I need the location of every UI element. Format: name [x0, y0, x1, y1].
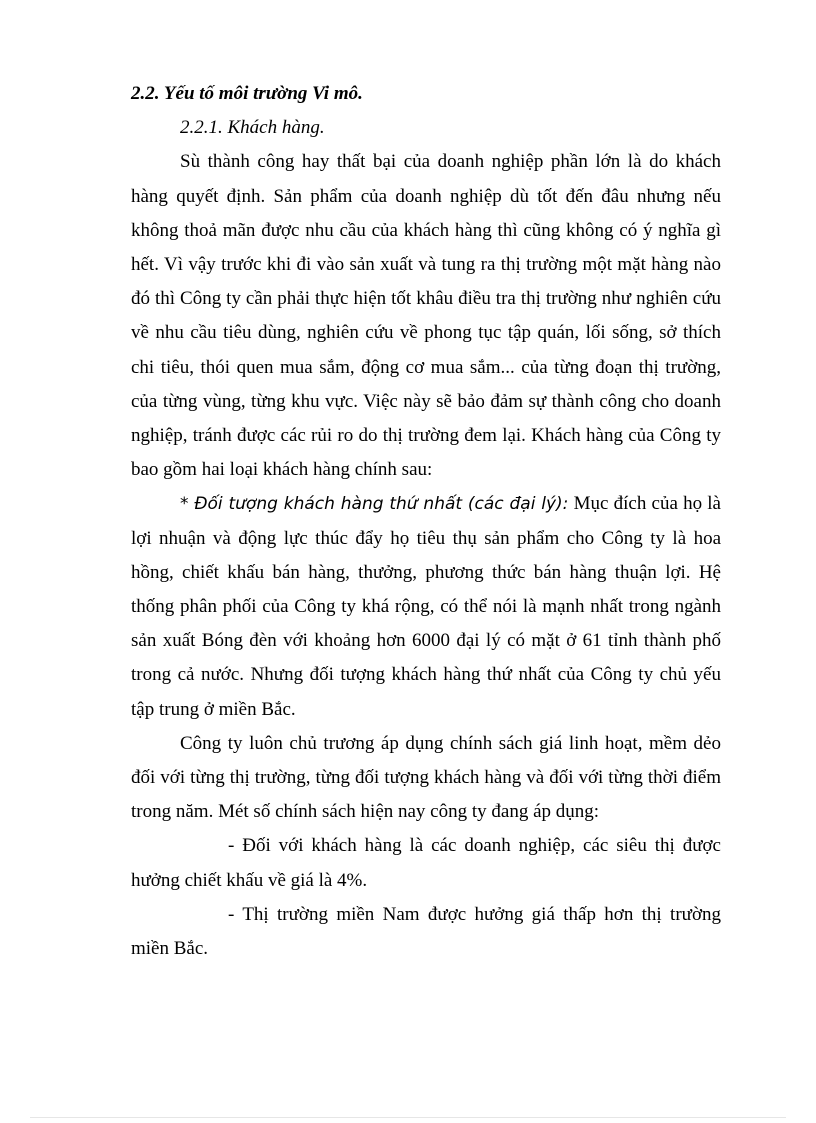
section-heading: 2.2. Yếu tố môi trường Vi mô.: [131, 83, 363, 104]
policy-item-southern-market: - Thị trường miền Nam được hưởng giá thấp hơn thị trường miền Bắc.: [131, 903, 721, 960]
paragraph-pricing-policy: Công ty luôn chủ trương áp dụng chính sách giá linh hoạt, mềm dẻo đối với từng thị trường, từng đối tượng khách hàng và đối với từng thời điểm trong năm. Mét số chính sách hiện nay công ty đang áp dụng:: [131, 732, 721, 823]
policy-item-discount: - Đối với khách hàng là các doanh nghiệp, các siêu thị được hưởng chiết khấu về giá là 4%.: [131, 835, 721, 891]
document-body: [131, 77, 721, 966]
first-customer-group-lead: * Đối tượng khách hàng thứ nhất (các đại lý):: [180, 494, 569, 515]
paragraph-first-customer-group: [131, 487, 721, 726]
page-bottom-divider: [30, 1117, 786, 1118]
subsection-heading: 2.2.1. Khách hàng.: [180, 117, 325, 139]
paragraph-customers-intro: Sù thành công hay thất bại của doanh nghiệp phần lớn là do khách hàng quyết định. Sản phẩm của doanh nghiệp dù tốt đến đâu nhưng nếu không thoả mãn được nhu cầu của khách hàng thì cũng không có ý nghĩa gì hết. Vì vậy trước khi đi vào sản xuất và tung ra thị trường một mặt hàng nào đó thì Công ty cần phải thực hiện tốt khâu điều tra thị trường như nghiên cứu về nhu cầu tiêu dùng, nghiên cứu về phong tục tập quán, lối sống, sở thích chi tiêu, thói quen mua sắm, động cơ mua sắm... của từng đoạn thị trường, của từng vùng, từng khu vực. Việc này sẽ bảo đảm sự thành công cho doanh nghiệp, tránh được các rủi ro do thị trường đem lại. Khách hàng của Công ty bao gồm hai loại khách hàng chính sau:: [131, 151, 721, 481]
first-customer-group-text: Mục đích của họ là lợi nhuận và động lực thúc đẩy họ tiêu thụ sản phẩm cho Công ty là hoa hồng, chiết khấu bán hàng, thưởng, phương thức bán hàng thuận lợi. Hệ thống phân phối của Công ty khá rộng, có thể nói là mạnh nhất trong ngành sản xuất Bóng đèn với khoảng hơn 6000 đại lý có mặt ở 61 tỉnh thành phố trong cả nước. Nhưng đối tượng khách hàng thứ nhất của Công ty chủ yếu tập trung ở miền Bắc.: [131, 493, 721, 720]
